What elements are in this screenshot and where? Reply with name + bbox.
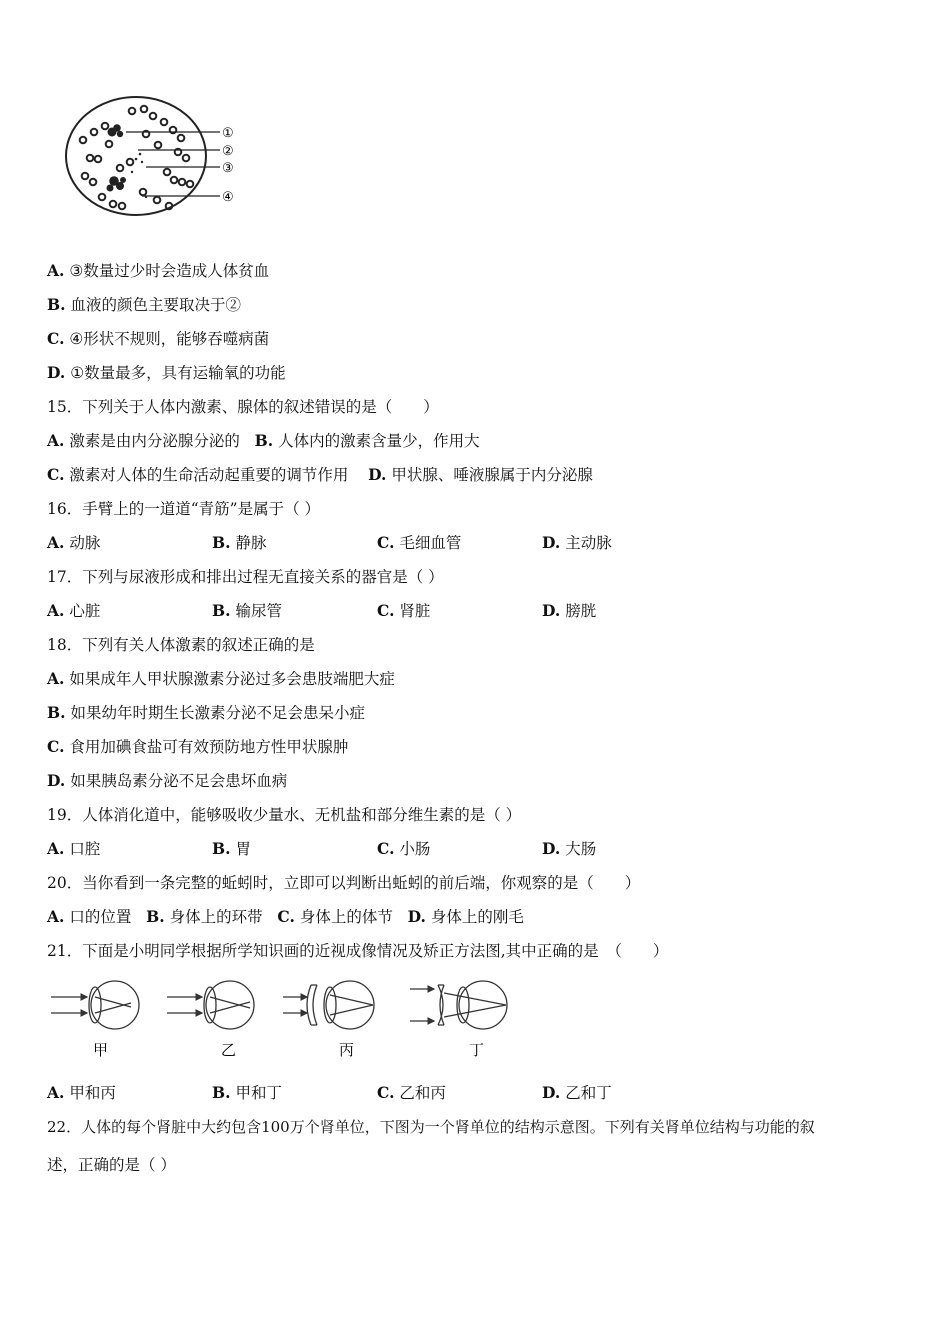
q21-option-a: A. 甲和丙 <box>47 1083 116 1102</box>
q21-option-d: D. 乙和丁 <box>542 1083 612 1102</box>
q16-option-c: C. 毛细血管 <box>377 533 462 552</box>
q17-option-b: B. 输尿管 <box>212 601 282 620</box>
eye-label-ding: 丁 <box>469 1041 485 1059</box>
q18-stem: 18．下列有关人体激素的叙述正确的是 <box>47 636 315 654</box>
figure-label-4: ④ <box>222 190 234 205</box>
q21-options <box>47 1083 907 1103</box>
q18-option-a: A. 如果成年人甲状腺激素分泌过多会患肢端肥大症 <box>47 669 395 688</box>
q16-option-b: B. 静脉 <box>212 533 267 552</box>
q17-option-c: C. 肾脏 <box>377 601 431 620</box>
q22-stem-line2: 述，正确的是（ ） <box>47 1156 176 1174</box>
q21-stem: 21．下面是小明同学根据所学知识画的近视成像情况及矫正方法图,其中正确的是 （ ） <box>47 942 669 960</box>
figure-label-1: ① <box>222 126 234 141</box>
q19-option-c: C. 小肠 <box>377 839 431 858</box>
eye-label-yi: 乙 <box>221 1041 237 1059</box>
q17-option-d: D. 膀胱 <box>542 601 597 620</box>
q20-options <box>47 907 524 927</box>
q21-option-b: B. 甲和丁 <box>212 1083 282 1102</box>
q15-option-a: A. 激素是由内分泌腺分泌的 <box>47 431 240 450</box>
q19-options <box>47 839 907 859</box>
q22-stem-line1: 22．人体的每个肾脏中大约包含100万个肾单位，下图为一个肾单位的结构示意图。下列有关肾单位结构与功能的叙 <box>47 1118 815 1136</box>
figure-label-2: ② <box>222 144 234 159</box>
eye-label-bing: 丙 <box>339 1041 355 1059</box>
eye-diagram-ding <box>410 981 507 1029</box>
q21-option-c: C. 乙和丙 <box>377 1083 446 1102</box>
q19-option-d: D. 大肠 <box>542 839 597 858</box>
eye-diagram-yi <box>167 981 254 1029</box>
q17-stem: 17．下列与尿液形成和排出过程无直接关系的器官是（ ） <box>47 568 444 586</box>
q15-option-c: C. 激素对人体的生命活动起重要的调节作用 <box>47 465 349 484</box>
blood-smear-figure <box>60 96 260 222</box>
q15-option-b: B. 人体内的激素含量少，作用大 <box>254 431 480 450</box>
q20-stem: 20．当你看到一条完整的蚯蚓时，立即可以判断出蚯蚓的前后端，你观察的是（ ） <box>47 874 641 892</box>
q20-option-a: A. 口的位置 <box>47 907 132 926</box>
q20-option-c: C. 身体上的体节 <box>277 907 393 926</box>
figure-label-3: ③ <box>222 161 234 176</box>
q14-option-a: A. ③数量过少时会造成人体贫血 <box>47 261 270 280</box>
eye-diagram-bing <box>283 981 374 1029</box>
q20-option-d: D. 身体上的刚毛 <box>407 907 524 926</box>
q16-option-d: D. 主动脉 <box>542 533 612 552</box>
q19-stem: 19．人体消化道中，能够吸收少量水、无机盐和部分维生素的是（ ） <box>47 806 522 824</box>
eye-diagrams-figure <box>45 975 525 1067</box>
eye-label-jia: 甲 <box>93 1041 109 1059</box>
q15-option-d: D. 甲状腺、唾液腺属于内分泌腺 <box>368 465 593 484</box>
q16-option-a: A. 动脉 <box>47 533 101 552</box>
q15-stem: 15．下列关于人体内激素、腺体的叙述错误的是（ ） <box>47 398 439 416</box>
q14-option-b: B. 血液的颜色主要取决于② <box>47 295 241 314</box>
q15-options-row1 <box>47 431 480 451</box>
q16-stem: 16．手臂上的一道道“青筋”是属于（ ） <box>47 500 320 518</box>
q19-option-b: B. 胃 <box>212 839 251 858</box>
q17-option-a: A. 心脏 <box>47 601 101 620</box>
eye-diagram-jia <box>51 981 139 1029</box>
q15-options-row2 <box>47 465 593 485</box>
white-blood-cells <box>107 124 127 191</box>
q18-option-d: D. 如果胰岛素分泌不足会患坏血病 <box>47 771 288 790</box>
q18-option-b: B. 如果幼年时期生长激素分泌不足会患呆小症 <box>47 703 365 722</box>
q19-option-a: A. 口腔 <box>47 839 101 858</box>
red-blood-cells <box>80 106 194 210</box>
q17-options <box>47 601 907 621</box>
q20-option-b: B. 身体上的环带 <box>146 907 263 926</box>
q18-option-c: C. 食用加碘食盐可有效预防地方性甲状腺肿 <box>47 737 349 756</box>
q14-option-d: D. ①数量最多，具有运输氧的功能 <box>47 363 286 382</box>
q14-option-c: C. ④形状不规则，能够吞噬病菌 <box>47 329 270 348</box>
q16-options <box>47 533 907 553</box>
